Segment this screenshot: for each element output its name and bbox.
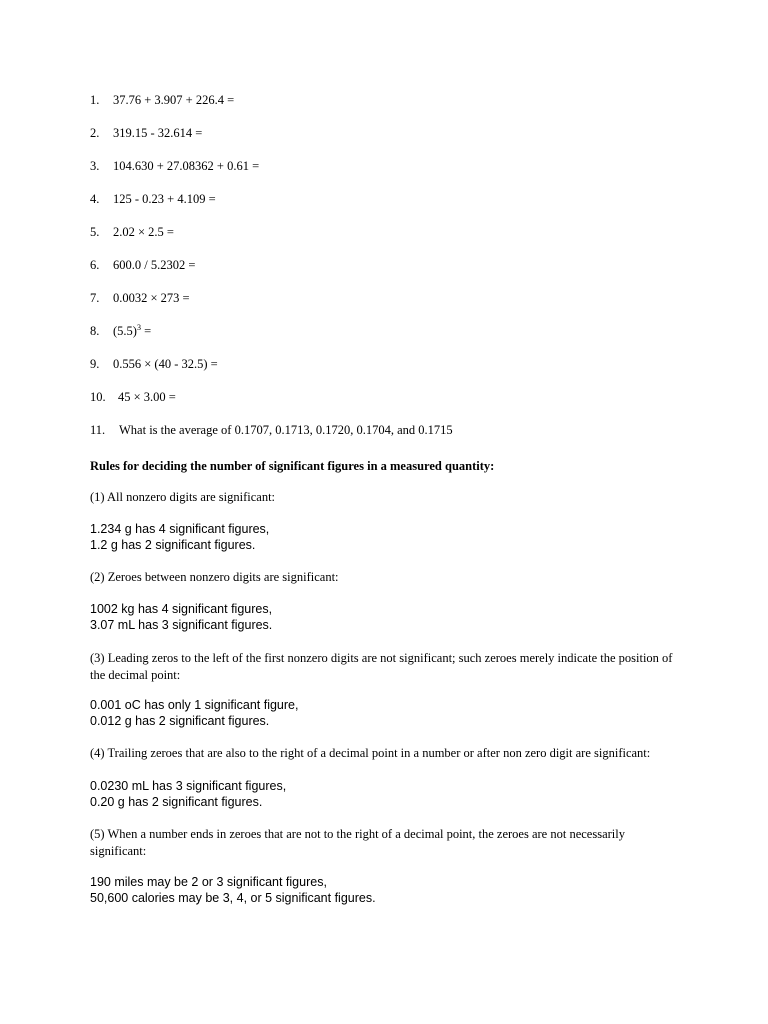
problem-2 <box>90 126 202 141</box>
problem-text: 125 - 0.23 + 4.109 = <box>113 192 216 206</box>
problem-text: 0.556 × (40 - 32.5) = <box>113 357 218 371</box>
problem-number: 10. <box>90 390 106 404</box>
rule-4-examples <box>90 778 286 810</box>
problem-11 <box>90 423 453 438</box>
problem-8 <box>90 324 151 339</box>
problem-number: 2. <box>90 126 100 140</box>
rule-2-examples <box>90 601 272 633</box>
problem-6 <box>90 258 195 273</box>
example-line: 1.2 g has 2 significant figures. <box>90 538 256 552</box>
rule-1-examples <box>90 521 269 553</box>
problem-number: 11. <box>90 423 106 437</box>
problem-number: 5. <box>90 225 100 239</box>
problem-5 <box>90 225 174 240</box>
rule-5: (5) When a number ends in zeroes that are not to the right of a decimal point, the zeroes are not necessarily significant: <box>90 827 625 858</box>
problem-3 <box>90 159 259 174</box>
rule-3-examples <box>90 697 298 729</box>
example-line: 3.07 mL has 3 significant figures. <box>90 618 273 632</box>
problem-text: 0.0032 × 273 = <box>113 291 190 305</box>
problem-4 <box>90 192 216 207</box>
problem-number: 3. <box>90 159 100 173</box>
example-line: 0.012 g has 2 significant figures. <box>90 714 270 728</box>
problem-10 <box>90 390 176 405</box>
rule-1: (1) All nonzero digits are significant: <box>90 490 276 504</box>
problem-number: 9. <box>90 357 100 371</box>
rule-3: (3) Leading zeros to the left of the first nonzero digits are not significant; such zeroes merely indicate the position of the decimal point: <box>90 651 673 682</box>
example-line: 1002 kg has 4 significant figures, <box>90 602 273 616</box>
problem-text: 104.630 + 27.08362 + 0.61 = <box>113 159 260 173</box>
problem-text: 45 × 3.00 = <box>118 390 176 404</box>
problem-text: 37.76 + 3.907 + 226.4 = <box>113 93 235 107</box>
example-line: 190 miles may be 2 or 3 significant figures, <box>90 875 327 889</box>
example-line: 0.20 g has 2 significant figures. <box>90 795 263 809</box>
problem-text: 319.15 - 32.614 = <box>113 126 203 140</box>
problem-number: 6. <box>90 258 100 272</box>
example-line: 1.234 g has 4 significant figures, <box>90 522 270 536</box>
problem-number: 1. <box>90 93 100 107</box>
example-line: 0.001 oC has only 1 significant figure, <box>90 698 299 712</box>
example-line: 0.0230 mL has 3 significant figures, <box>90 779 287 793</box>
problem-base: (5.5) <box>113 324 137 338</box>
example-line: 50,600 calories may be 3, 4, or 5 significant figures. <box>90 891 376 905</box>
problem-number: 8. <box>90 324 100 338</box>
rule-5-examples <box>90 874 376 906</box>
problem-number: 4. <box>90 192 100 206</box>
problem-text: What is the average of 0.1707, 0.1713, 0.1720, 0.1704, and 0.1715 <box>119 423 453 437</box>
problem-9 <box>90 357 218 372</box>
rules-heading: Rules for deciding the number of significant figures in a measured quantity: <box>90 459 495 473</box>
problem-number: 7. <box>90 291 100 305</box>
problem-7 <box>90 291 190 306</box>
rule-2: (2) Zeroes between nonzero digits are significant: <box>90 570 339 584</box>
problem-text: 600.0 / 5.2302 = <box>113 258 196 272</box>
problem-exponent: 3 <box>136 323 141 332</box>
problem-tail: = <box>140 324 152 338</box>
rule-4: (4) Trailing zeroes that are also to the right of a decimal point in a number or after non zero digit are significant: <box>90 746 651 760</box>
problem-text: 2.02 × 2.5 = <box>113 225 174 239</box>
problem-1 <box>90 93 234 108</box>
